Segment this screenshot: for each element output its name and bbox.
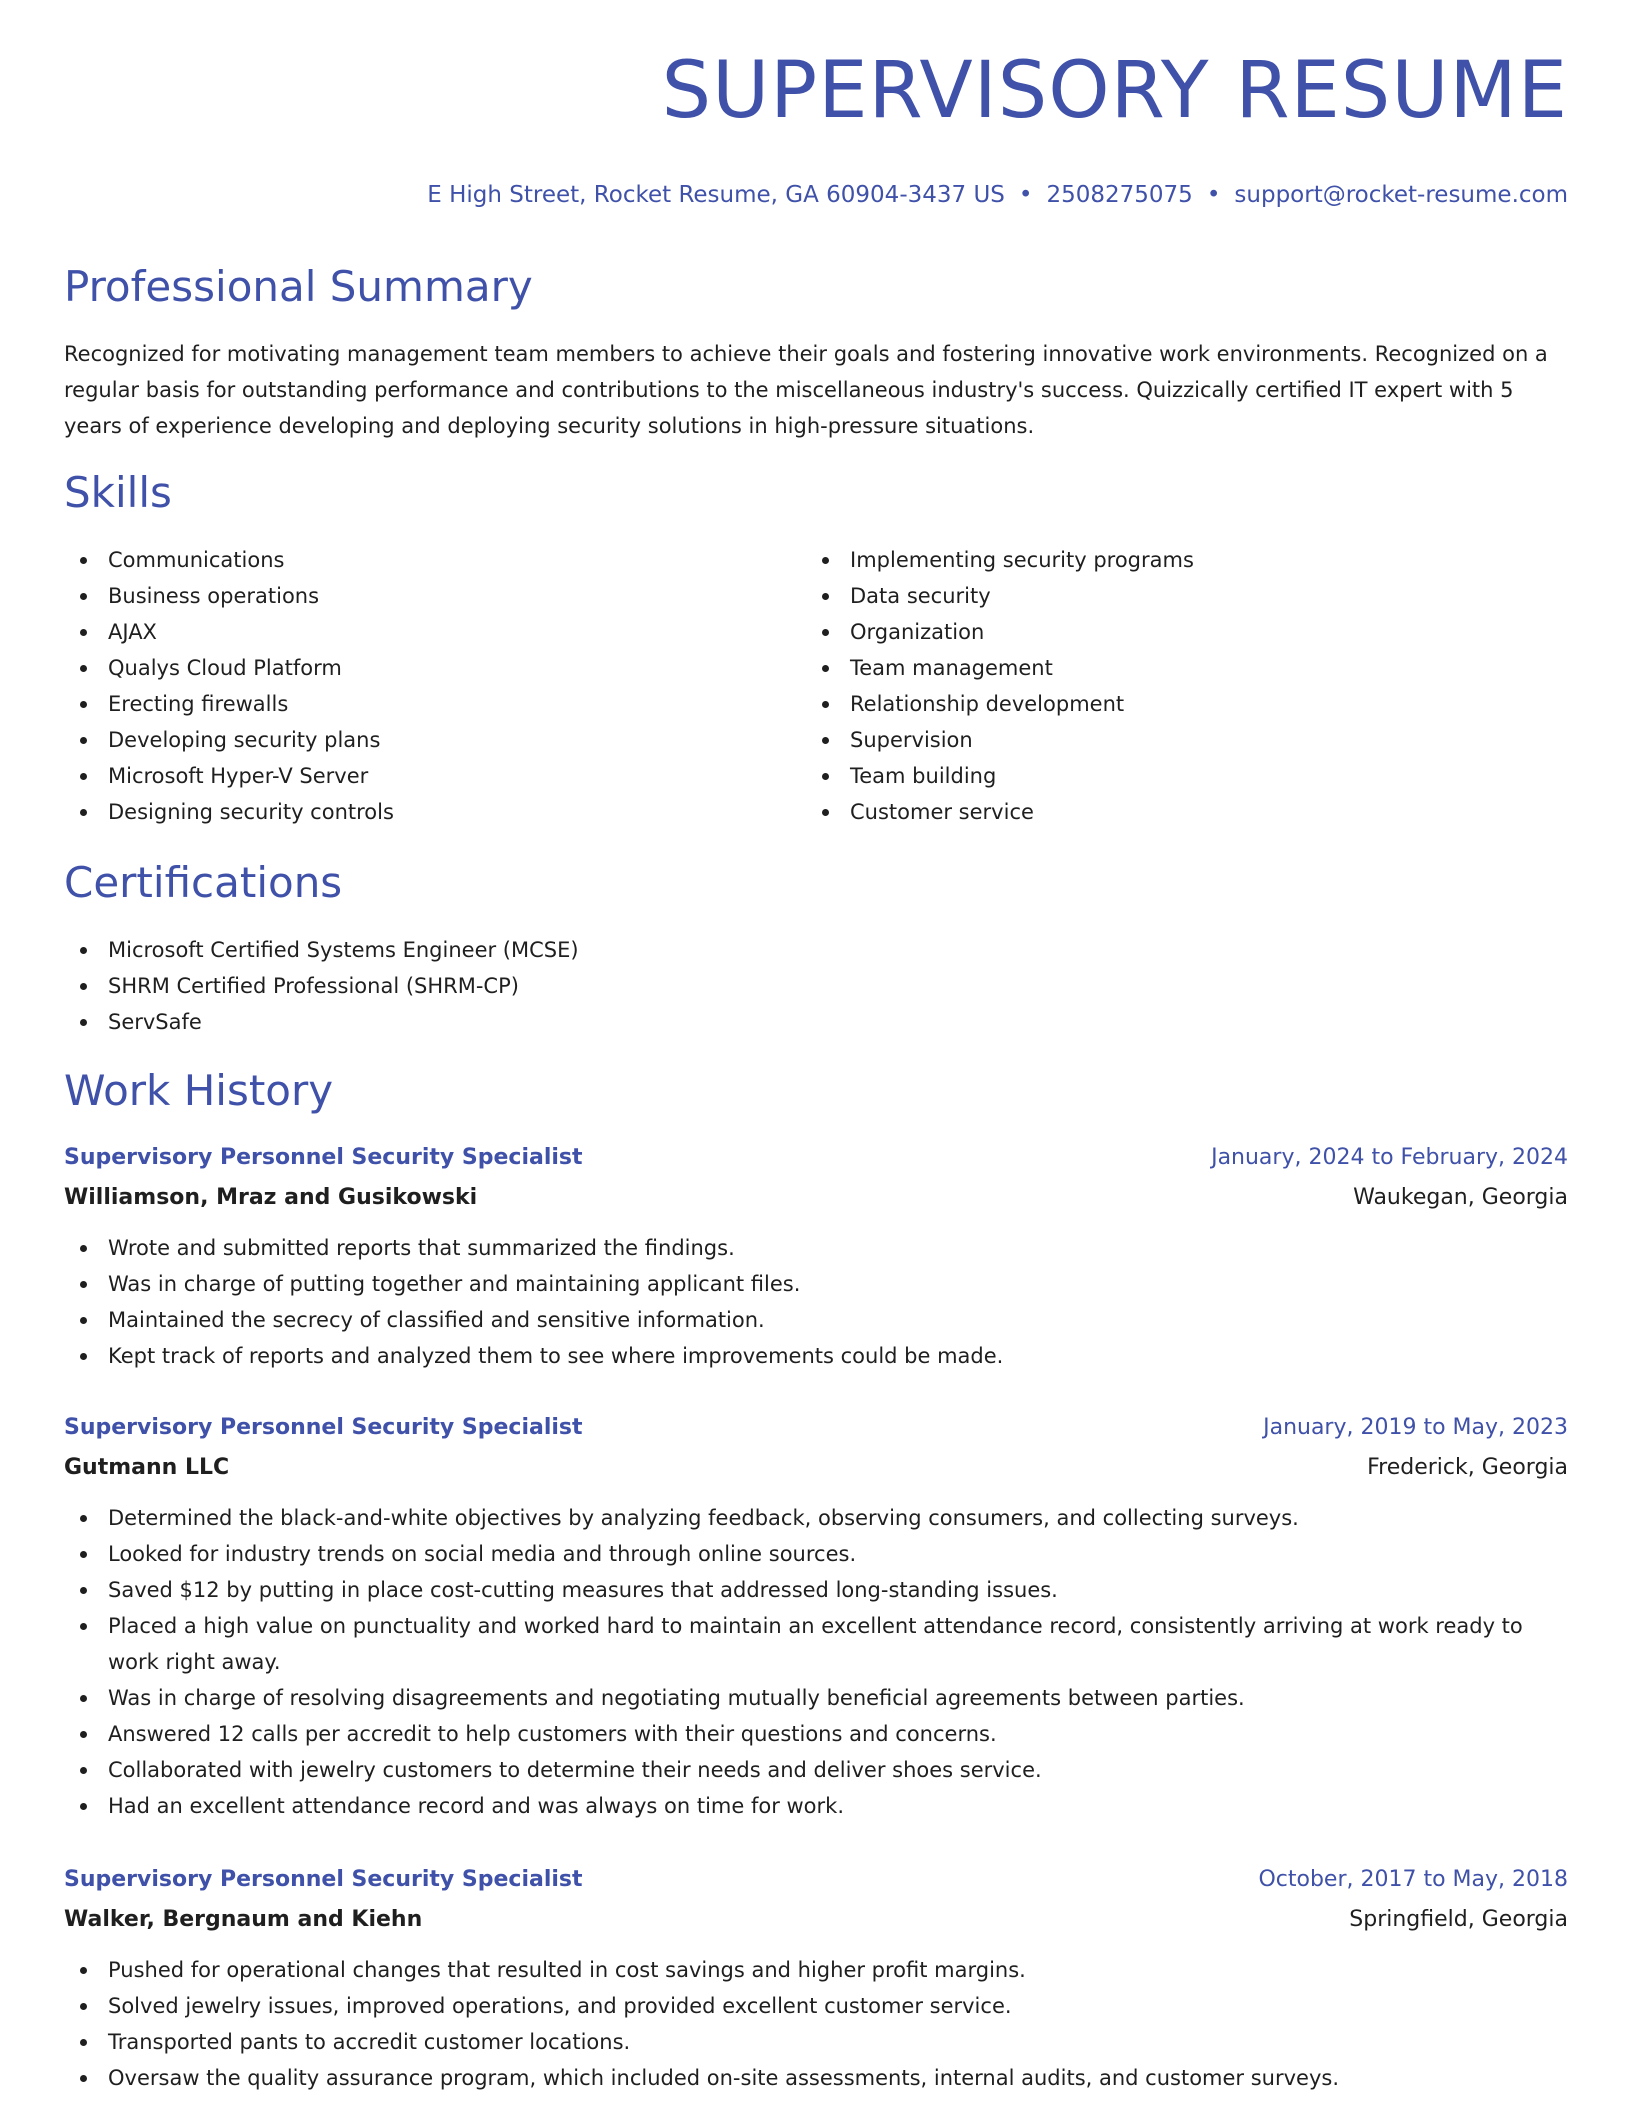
contact-email: support@rocket-resume.com — [1234, 182, 1568, 208]
job-bullet: Placed a high value on punctuality and worked hard to maintain an excellent attendance record, consistently arriving at work ready to work right away. — [64, 1608, 1568, 1680]
job-title-row — [64, 1860, 1568, 1900]
contact-line — [427, 184, 1568, 207]
job-company-row — [64, 1448, 1568, 1488]
job-title: Supervisory Personnel Security Specialist — [64, 1145, 583, 1170]
certification-item: SHRM Certified Professional (SHRM-CP) — [64, 968, 964, 1004]
skill-item: Team building — [806, 758, 1546, 794]
contact-separator: • — [1018, 182, 1033, 208]
job-location: Waukegan, Georgia — [1353, 1185, 1568, 1210]
job-company: Walker, Bergnaum and Kiehn — [64, 1907, 423, 1932]
skill-item: Implementing security programs — [806, 542, 1546, 578]
skill-item: Designing security controls — [64, 794, 804, 830]
job-bullet: Maintained the secrecy of classified and sensitive information. — [64, 1302, 1568, 1338]
job-dates: October, 2017 to May, 2018 — [1258, 1867, 1568, 1892]
job-title-row — [64, 1408, 1568, 1448]
job-entry — [64, 1408, 1568, 1824]
contact-address: E High Street, Rocket Resume, GA 60904-3437 US — [427, 182, 1005, 208]
skill-item: Organization — [806, 614, 1546, 650]
skill-item: Communications — [64, 542, 804, 578]
job-company-row — [64, 1900, 1568, 1940]
certifications-block — [64, 932, 964, 1040]
contact-phone: 2508275075 — [1046, 182, 1193, 208]
job-bullet: Collaborated with jewelry customers to determine their needs and deliver shoes service. — [64, 1752, 1568, 1788]
skill-item: Team management — [806, 650, 1546, 686]
certifications-heading: Certifications — [64, 858, 343, 907]
job-company-row — [64, 1178, 1568, 1218]
job-bullet: Determined the black-and-white objectives by analyzing feedback, observing consumers, and collecting surveys. — [64, 1500, 1568, 1536]
job-bullet: Had an excellent attendance record and was always on time for work. — [64, 1788, 1568, 1824]
job-bullet: Pushed for operational changes that resulted in cost savings and higher profit margins. — [64, 1952, 1568, 1988]
job-title: Supervisory Personnel Security Specialist — [64, 1415, 583, 1440]
skills-list-right — [806, 542, 1546, 830]
skill-item: Developing security plans — [64, 722, 804, 758]
job-bullets — [64, 1500, 1568, 1824]
skills-list-left — [64, 542, 804, 830]
job-bullet: Transported pants to accredit customer locations. — [64, 2024, 1568, 2060]
job-bullets — [64, 1230, 1568, 1374]
skills-heading: Skills — [64, 468, 172, 517]
job-company: Williamson, Mraz and Gusikowski — [64, 1185, 478, 1210]
certification-item: ServSafe — [64, 1004, 964, 1040]
skill-item: Erecting firewalls — [64, 686, 804, 722]
skill-item: Supervision — [806, 722, 1546, 758]
job-bullet: Solved jewelry issues, improved operations, and provided excellent customer service. — [64, 1988, 1568, 2024]
certifications-list — [64, 932, 964, 1040]
skill-item: Relationship development — [806, 686, 1546, 722]
job-company: Gutmann LLC — [64, 1455, 230, 1480]
certification-item: Microsoft Certified Systems Engineer (MCSE) — [64, 932, 964, 968]
job-bullet: Was in charge of resolving disagreements and negotiating mutually beneficial agreements between parties. — [64, 1680, 1568, 1716]
job-bullet: Oversaw the quality assurance program, which included on-site assessments, internal audits, and customer surveys. — [64, 2060, 1568, 2096]
job-title-row — [64, 1138, 1568, 1178]
skill-item: Qualys Cloud Platform — [64, 650, 804, 686]
skill-item: Data security — [806, 578, 1546, 614]
skill-item: AJAX — [64, 614, 804, 650]
job-dates: January, 2019 to May, 2023 — [1263, 1415, 1568, 1440]
work-history-heading: Work History — [64, 1066, 334, 1115]
job-entry — [64, 1138, 1568, 1374]
job-entry — [64, 1860, 1568, 2096]
skills-column-right — [806, 542, 1546, 830]
job-bullet: Was in charge of putting together and maintaining applicant files. — [64, 1266, 1568, 1302]
job-bullets — [64, 1952, 1568, 2096]
resume-title: SUPERVISORY RESUME — [661, 46, 1568, 136]
skill-item: Microsoft Hyper-V Server — [64, 758, 804, 794]
job-bullet: Kept track of reports and analyzed them to see where improvements could be made. — [64, 1338, 1568, 1374]
skill-item: Business operations — [64, 578, 804, 614]
job-bullet: Wrote and submitted reports that summarized the findings. — [64, 1230, 1568, 1266]
contact-separator: • — [1206, 182, 1221, 208]
skill-item: Customer service — [806, 794, 1546, 830]
job-bullet: Saved $12 by putting in place cost-cutting measures that addressed long-standing issues. — [64, 1572, 1568, 1608]
job-location: Frederick, Georgia — [1367, 1455, 1568, 1480]
summary-heading: Professional Summary — [64, 262, 533, 311]
skills-column-left — [64, 542, 804, 830]
job-bullet: Looked for industry trends on social media and through online sources. — [64, 1536, 1568, 1572]
job-dates: January, 2024 to February, 2024 — [1211, 1145, 1568, 1170]
job-bullet: Answered 12 calls per accredit to help customers with their questions and concerns. — [64, 1716, 1568, 1752]
job-title: Supervisory Personnel Security Specialist — [64, 1867, 583, 1892]
job-location: Springfield, Georgia — [1349, 1907, 1568, 1932]
summary-text: Recognized for motivating management team members to achieve their goals and fostering innovative work environments. Recognized on a regular basis for outstanding performance and contributions to the miscellaneous industry's success. Quizzically certified IT expert with 5 years of experience developing and deploying security solutions in high-pressure situations. — [64, 342, 1548, 438]
